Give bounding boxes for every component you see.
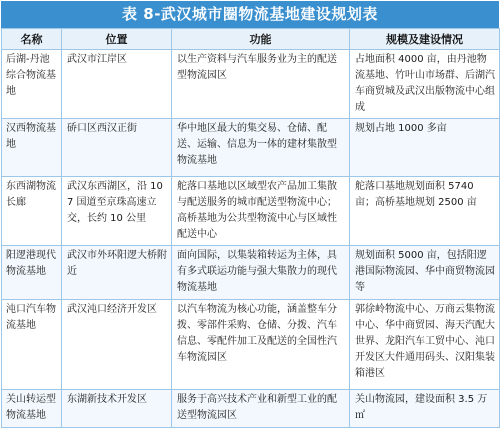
- cell-function: 服务于高兴技术产业和新型工业的配送型物流园区: [172, 390, 350, 428]
- header-row: [2, 29, 500, 50]
- table-row: [2, 390, 500, 428]
- header-location: 位置: [62, 29, 172, 50]
- table-row: [2, 119, 500, 177]
- cell-name: 沌口汽车物流基地: [2, 300, 62, 390]
- header-function: 功能: [172, 29, 350, 50]
- cell-scale: 关山物流园，建设面积 3.5 万㎡: [350, 390, 500, 428]
- table-title: 表 8-武汉城市圈物流基地建设规划表: [1, 1, 499, 28]
- cell-name: 阳逻港现代物流基地: [2, 246, 62, 300]
- cell-scale: 占地面积 4000 亩，由丹池物流基地、竹叶山市场群、后湖汽车商贸城及武汉出版物流中心组成: [350, 50, 500, 119]
- cell-scale: 规划面积 5000 亩，包括阳逻港国际物流园、华中商贸物流园等: [350, 246, 500, 300]
- cell-name: 汉西物流基地: [2, 119, 62, 177]
- header-name: 名称: [2, 29, 62, 50]
- cell-scale: 规划占地 1000 多亩: [350, 119, 500, 177]
- cell-location: 硚口区西汉正街: [62, 119, 172, 177]
- cell-function: 面向国际，以集装箱转运为主体，具有多式联运功能与强大集散力的现代物流基地: [172, 246, 350, 300]
- cell-function: 舵落口基地以区域型农产品加工集散与配送服务的城市配送型物流中心；高桥基地为公共型物流中心与区域性配送中心: [172, 177, 350, 246]
- cell-scale: 舵落口基地规划面积 5740 亩；高桥基地规划 2500 亩: [350, 177, 500, 246]
- cell-function: 以生产资料与汽车服务业为主的配送型物流园区: [172, 50, 350, 119]
- cell-location: 东湖新技术开发区: [62, 390, 172, 428]
- header-scale: 规模及建设情况: [350, 29, 500, 50]
- table-row: [2, 300, 500, 390]
- cell-scale: 郭徐岭物流中心、万商云集物流中心、华中商贸园、海天汽配大世界、龙阳汽车工贸中心、沌口开发区大件通用码头、汉阳集装箱港区: [350, 300, 500, 390]
- logistics-plan-table: [1, 28, 500, 428]
- cell-location: 武汉市外环阳逻大桥附近: [62, 246, 172, 300]
- cell-name: 关山转运型物流基地: [2, 390, 62, 428]
- table-row: [2, 177, 500, 246]
- cell-name: 东西湖物流长廊: [2, 177, 62, 246]
- cell-name: 后湖-丹池综合物流基地: [2, 50, 62, 119]
- cell-location: 武汉沌口经济开发区: [62, 300, 172, 390]
- cell-location: 武汉市江岸区: [62, 50, 172, 119]
- table-row: [2, 50, 500, 119]
- table-row: [2, 246, 500, 300]
- cell-function: 以汽车物流为核心功能，涵盖整车分拨、零部件采购、仓储、分拨、汽车信息、零配件加工及配送的全国性汽车物流园区: [172, 300, 350, 390]
- cell-location: 武汉东西湖区，沿 107 国道至京珠高速立交，长约 10 公里: [62, 177, 172, 246]
- cell-function: 华中地区最大的集交易、仓储、配送、运输、信息为一体的建材集散型物流基地: [172, 119, 350, 177]
